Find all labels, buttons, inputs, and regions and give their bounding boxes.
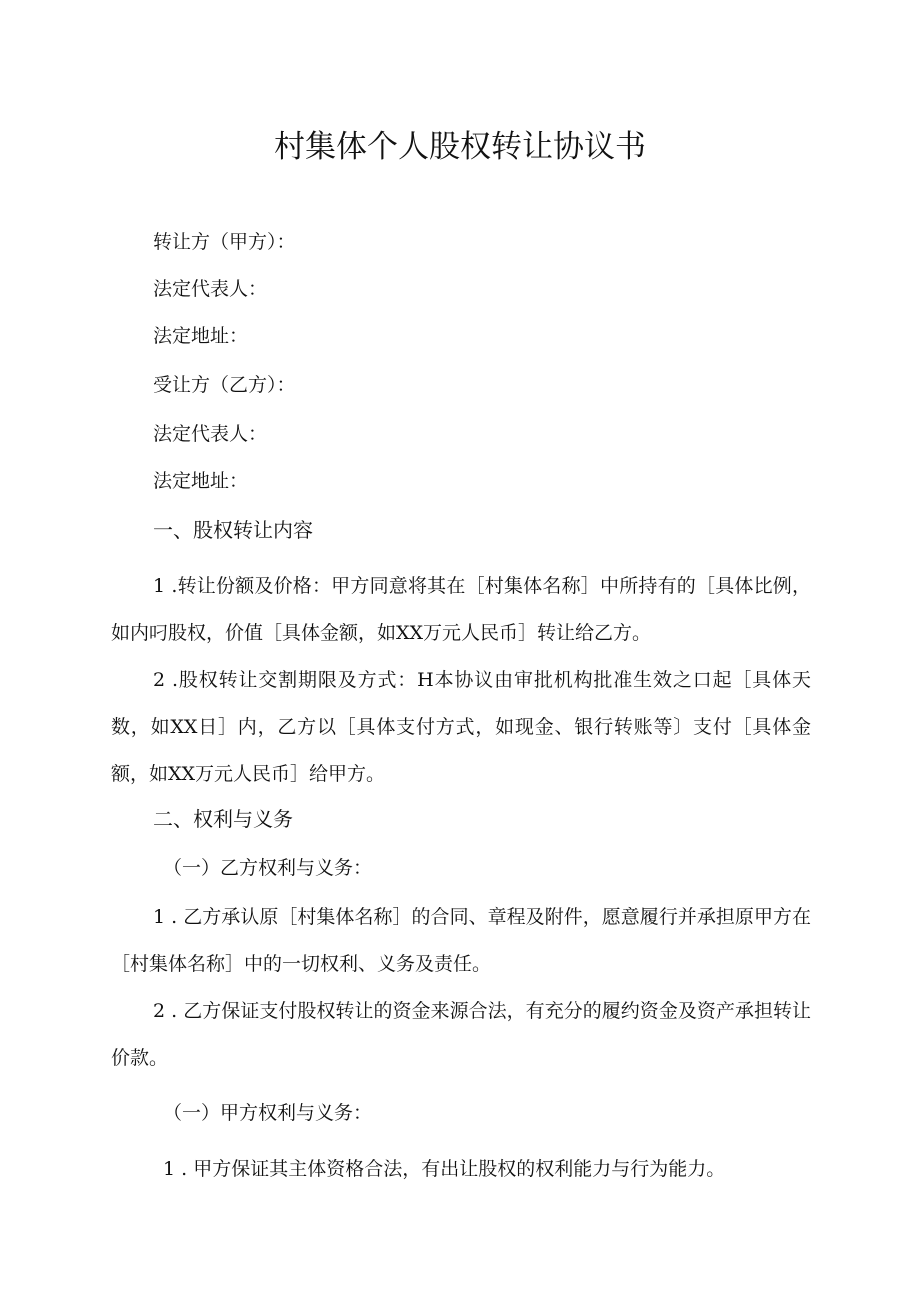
transferor-label: 转让方（甲方）： xyxy=(153,231,296,253)
section-2-sub-1-heading: （一）乙方权利与义务： xyxy=(163,857,373,879)
document-title: 村集体个人股权转让协议书 xyxy=(274,129,646,165)
section-1-item-1: 1 .转让份额及价格：甲方同意将其在［村集体名称］中所持有的［具体比例，如内叼股权，价值［具体金额，如XX万元人民币］转让给乙方。 xyxy=(111,575,811,644)
transferee-address-label: 法定地址： xyxy=(153,470,249,492)
transferee-label: 受让方（乙方）： xyxy=(153,374,296,396)
section-1-heading: 一、股权转让内容 xyxy=(153,518,313,542)
transferor-address-label: 法定地址： xyxy=(153,325,249,347)
section-2-sub-1-item-2: 2 . 乙方保证支付股权转让的资金来源合法，有充分的履约资金及资产承担转让价款。 xyxy=(111,1000,811,1069)
section-2-sub-2-item-1: 1 . 甲方保证其主体资格合法，有出让股权的权利能力与行为能力。 xyxy=(163,1158,726,1180)
section-1-item-2: 2 .股权转让交割期限及方式：H本协议由审批机构批准生效之口起［具体天数，如XX日］内，乙方以［具体支付方式，如现金、银行转账等〕支付［具体金额，如XX万元人民币］给甲方。 xyxy=(111,669,811,785)
section-2-sub-1-item-1: 1 . 乙方承认原［村集体名称］的合同、章程及附件，愿意履行并承担原甲方在［村集体名称］中的一切权利、义务及责任。 xyxy=(111,906,811,975)
section-2-sub-2-heading: （一）甲方权利与义务： xyxy=(163,1102,373,1124)
section-2-heading: 二、权利与义务 xyxy=(153,807,293,831)
transferor-legal-rep-label: 法定代表人： xyxy=(153,278,268,300)
transferee-legal-rep-label: 法定代表人： xyxy=(153,423,268,445)
